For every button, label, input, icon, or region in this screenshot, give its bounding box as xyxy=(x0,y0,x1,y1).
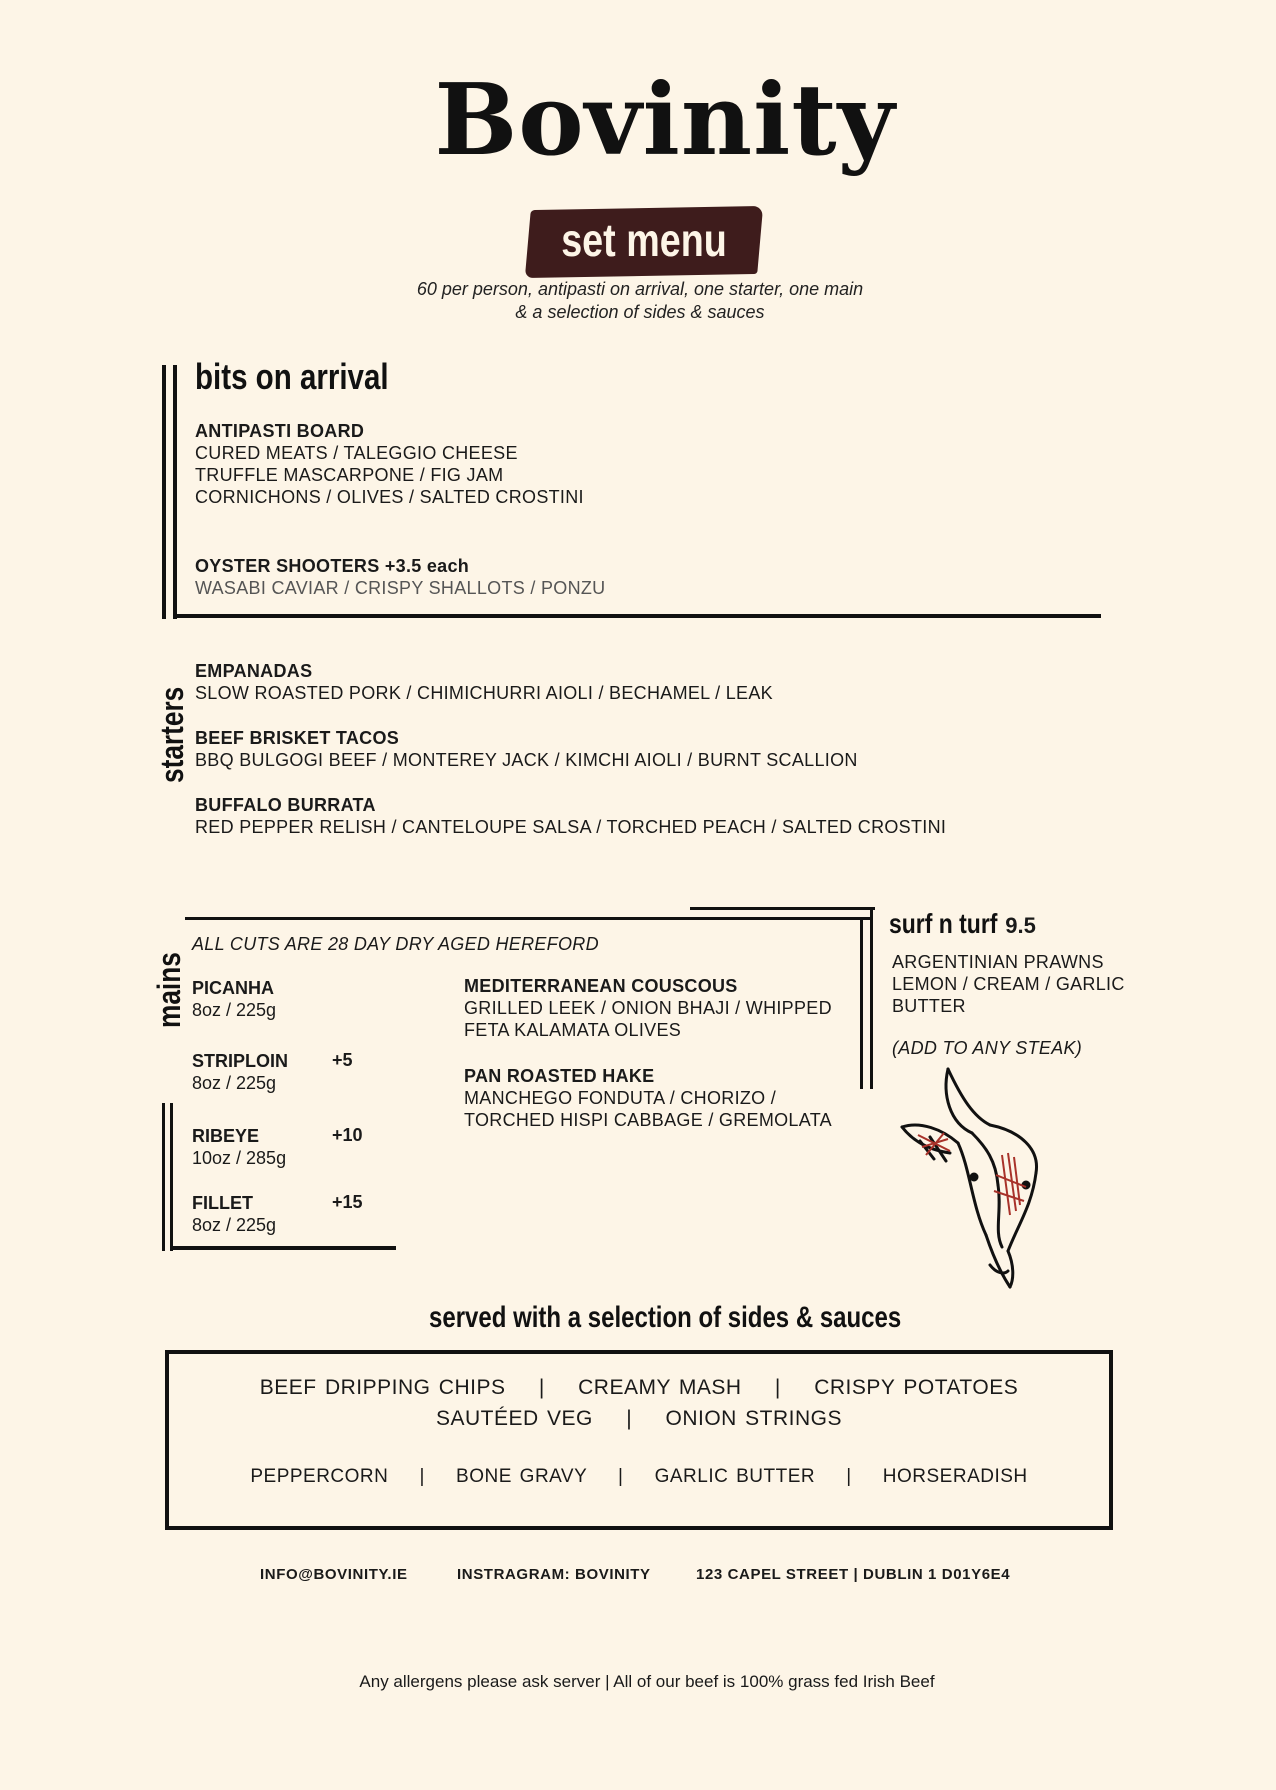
cut-name: PICANHA xyxy=(192,978,275,998)
footer-email: INFO@BOVINITY.IE xyxy=(260,1566,408,1583)
arrival-bottom-rule xyxy=(173,614,1101,618)
surf-title: surf n turf xyxy=(889,908,998,939)
item-desc-line: FETA KALAMATA OLIVES xyxy=(464,1020,682,1040)
cut-item xyxy=(192,1125,286,1169)
cut-price: +15 xyxy=(332,1192,363,1212)
surf-line: BUTTER xyxy=(892,996,966,1016)
arrival-item-antipasti xyxy=(195,420,584,508)
sides-row: SAUTÉED VEG | ONION STRINGS xyxy=(435,1407,842,1430)
main-item-couscous xyxy=(464,975,832,1041)
starter-item xyxy=(195,794,946,838)
footer-address: 123 CAPEL STREET | DUBLIN 1 D01Y6E4 xyxy=(696,1566,1011,1583)
item-title: BUFFALO BURRATA xyxy=(195,795,376,815)
surf-price: 9.5 xyxy=(1005,913,1036,938)
restaurant-name: Bovinity xyxy=(434,63,896,178)
item-title: MEDITERRANEAN COUSCOUS xyxy=(464,976,738,996)
bull-head-icon xyxy=(890,1065,1070,1295)
sides-heading xyxy=(0,1301,1276,1335)
footer-instagram: INSTRAGRAM: BOVINITY xyxy=(457,1566,651,1583)
menu-subtitle xyxy=(300,278,980,324)
cuts-bottom-rule xyxy=(170,1246,396,1250)
set-menu-label: set menu xyxy=(561,214,727,266)
surf-heading xyxy=(889,908,1036,940)
item-desc-line: GRILLED LEEK / ONION BHAJI / WHIPPED xyxy=(464,998,832,1018)
item-title: BEEF BRISKET TACOS xyxy=(195,728,400,748)
mains-label: mains xyxy=(151,952,187,1028)
item-desc-line: CORNICHONS / OLIVES / SALTED CROSTINI xyxy=(195,487,584,507)
mains-note: ALL CUTS ARE 28 DAY DRY AGED HEREFORD xyxy=(192,934,599,954)
cut-item xyxy=(192,1050,288,1094)
starter-item xyxy=(195,660,773,704)
cut-weight: 8oz / 225g xyxy=(192,1000,277,1020)
item-desc-line: TORCHED HISPI CABBAGE / GREMOLATA xyxy=(464,1110,832,1130)
item-desc-line: TRUFFLE MASCARPONE / FIG JAM xyxy=(195,465,504,485)
sauces-row: PEPPERCORN | BONE GRAVY | GARLIC BUTTER | HORSERADISH xyxy=(250,1466,1028,1487)
surf-line: LEMON / CREAM / GARLIC xyxy=(892,974,1125,994)
item-desc-line: CURED MEATS / TALEGGIO CHEESE xyxy=(195,443,518,463)
starters-label: starters xyxy=(154,686,190,783)
subtitle-line-2: & a selection of sides & sauces xyxy=(515,302,765,322)
mains-right-rule-a xyxy=(860,917,863,1089)
cut-name: STRIPLOIN xyxy=(192,1051,289,1071)
cuts-left-rule-inner xyxy=(170,1103,173,1251)
surf-line: ARGENTINIAN PRAWNS xyxy=(892,952,1104,972)
surf-desc xyxy=(892,951,1125,1017)
item-desc-line: MANCHEGO FONDUTA / CHORIZO / xyxy=(464,1088,777,1108)
cut-weight: 8oz / 225g xyxy=(192,1073,277,1093)
arrival-item-oysters xyxy=(195,555,605,599)
item-desc: RED PEPPER RELISH / CANTELOUPE SALSA / TORCHED PEACH / SALTED CROSTINI xyxy=(195,817,947,837)
arrival-left-rule-outer xyxy=(162,365,166,619)
cut-weight: 10oz / 285g xyxy=(192,1148,287,1168)
item-title: PAN ROASTED HAKE xyxy=(464,1066,655,1086)
main-item-hake xyxy=(464,1065,832,1131)
cut-name: FILLET xyxy=(192,1193,253,1213)
sides-row: BEEF DRIPPING CHIPS | CREAMY MASH | CRISPY POTATOES xyxy=(259,1376,1019,1399)
allergen-notice: Any allergens please ask server | All of our beef is 100% grass fed Irish Beef xyxy=(359,1672,935,1691)
starter-item xyxy=(195,727,858,771)
cut-price: +10 xyxy=(332,1125,363,1145)
cuts-left-rule-outer xyxy=(162,1103,165,1251)
item-desc-line: WASABI CAVIAR / CRISPY SHALLOTS / PONZU xyxy=(195,578,606,598)
mains-top-rule xyxy=(185,917,873,920)
item-title: ANTIPASTI BOARD xyxy=(195,421,365,441)
cut-price: +5 xyxy=(332,1050,353,1070)
cut-item xyxy=(192,977,276,1021)
cut-name: RIBEYE xyxy=(192,1126,260,1146)
item-title: EMPANADAS xyxy=(195,661,313,681)
mains-top-rule-step xyxy=(690,907,875,910)
item-desc: SLOW ROASTED PORK / CHIMICHURRI AIOLI / BECHAMEL / LEAK xyxy=(195,683,773,703)
arrival-heading: bits on arrival xyxy=(195,356,389,397)
arrival-left-rule-inner xyxy=(173,365,177,619)
item-title: OYSTER SHOOTERS +3.5 each xyxy=(195,556,470,576)
subtitle-line-1: 60 per person, antipasti on arrival, one starter, one main xyxy=(416,279,864,299)
mains-right-rule-b xyxy=(870,907,873,1089)
item-desc: BBQ BULGOGI BEEF / MONTEREY JACK / KIMCHI AIOLI / BURNT SCALLION xyxy=(195,750,858,770)
cut-item xyxy=(192,1192,276,1236)
cut-weight: 8oz / 225g xyxy=(192,1215,277,1235)
sides-heading-text: served with a selection of sides & sauces xyxy=(428,1301,902,1334)
surf-note: (ADD TO ANY STEAK) xyxy=(892,1038,1083,1058)
